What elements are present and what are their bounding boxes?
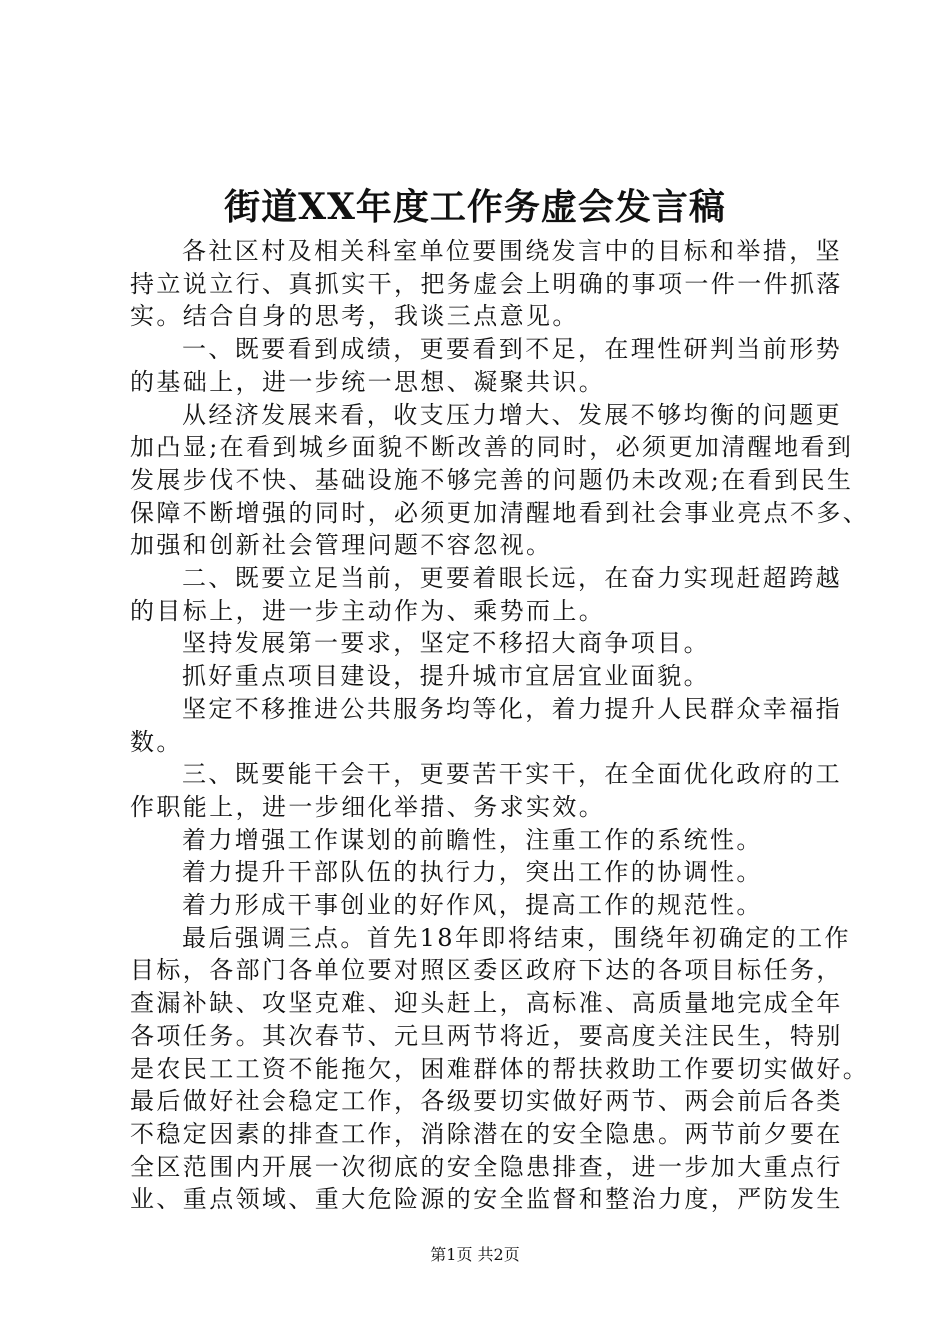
text-line: 发展步伐不快、基础设施不够完善的问题仍未改观;在看到民生	[130, 465, 854, 494]
paragraph	[130, 889, 850, 922]
text-line: 目标，各部门各单位要对照区委区政府下达的各项目标任务，	[130, 956, 843, 985]
paragraph	[130, 856, 850, 889]
text-line: 查漏补缺、攻坚克难、迎头赶上，高标准、高质量地完成全年	[130, 989, 843, 1018]
text-line: 各社区村及相关科室单位要围绕发言中的目标和举措，坚	[182, 237, 842, 265]
paragraph	[130, 824, 850, 857]
text-line: 加强和创新社会管理问题不容忽视。	[130, 531, 553, 560]
text-line: 抓好重点项目建设，提升城市宜居宜业面貌。	[182, 662, 710, 691]
text-line: 作职能上，进一步细化举措、务求实效。	[130, 792, 606, 821]
text-line: 不稳定因素的排查工作，消除潜在的安全隐患。两节前夕要在	[130, 1119, 843, 1148]
text-line: 着力提升干部队伍的执行力，突出工作的协调性。	[182, 858, 763, 887]
text-line: 最后强调三点。首先18年即将结束，围绕年初确定的工作	[182, 923, 851, 952]
paragraph	[130, 693, 850, 758]
text-line: 一、既要看到成绩，更要看到不足，在理性研判当前形势	[182, 335, 842, 364]
text-line: 的目标上，进一步主动作为、乘势而上。	[130, 596, 606, 625]
text-line: 业、重点领域、重大危险源的安全监督和整治力度，严防发生	[130, 1185, 843, 1214]
paragraph	[130, 399, 870, 563]
document-body	[130, 235, 870, 1216]
text-line: 数。	[130, 727, 183, 756]
text-line: 保障不断增强的同时，必须更加清醒地看到社会事业亮点不多、	[130, 498, 870, 527]
text-line: 着力增强工作谋划的前瞻性，注重工作的系统性。	[182, 825, 763, 854]
text-line: 三、既要能干会干，更要苦干实干，在全面优化政府的工	[182, 760, 842, 789]
text-line: 坚定不移推进公共服务均等化，着力提升人民群众幸福指	[182, 694, 842, 723]
text-line: 着力形成干事创业的好作风，提高工作的规范性。	[182, 891, 763, 920]
text-line: 各项任务。其次春节、元旦两节将近，要高度关注民生，特别	[130, 1021, 843, 1050]
text-line: 从经济发展来看，收支压力增大、发展不够均衡的问题更	[182, 400, 842, 429]
text-line: 的基础上，进一步统一思想、凝聚共识。	[130, 367, 606, 396]
text-line: 全区范围内开展一次彻底的安全隐患排查，进一步加大重点行	[130, 1152, 843, 1181]
document-title: 街道XX年度工作务虚会发言稿	[224, 186, 726, 228]
paragraph	[130, 235, 850, 333]
paragraph	[130, 660, 850, 693]
paragraph	[130, 562, 850, 627]
text-line: 最后做好社会稳定工作，各级要切实做好两节、两会前后各类	[130, 1087, 843, 1116]
paragraph	[130, 922, 870, 1216]
text-line: 是农民工工资不能拖欠，困难群体的帮扶救助工作要切实做好。	[130, 1054, 870, 1083]
text-line: 实。结合自身的思考，我谈三点意见。	[130, 302, 579, 331]
text-line: 加凸显;在看到城乡面貌不断改善的同时，必须更加清醒地看到	[130, 433, 854, 462]
paragraph	[130, 333, 850, 398]
paragraph	[130, 627, 850, 660]
text-line: 二、既要立足当前，更要着眼长远，在奋力实现赶超跨越	[182, 564, 842, 593]
paragraph	[130, 758, 850, 823]
page-footer: 第1页 共2页	[430, 1245, 520, 1264]
text-line: 持立说立行、真抓实干，把务虚会上明确的事项一件一件抓落	[130, 269, 843, 298]
text-line: 坚持发展第一要求，坚定不移招大商争项目。	[182, 629, 710, 658]
